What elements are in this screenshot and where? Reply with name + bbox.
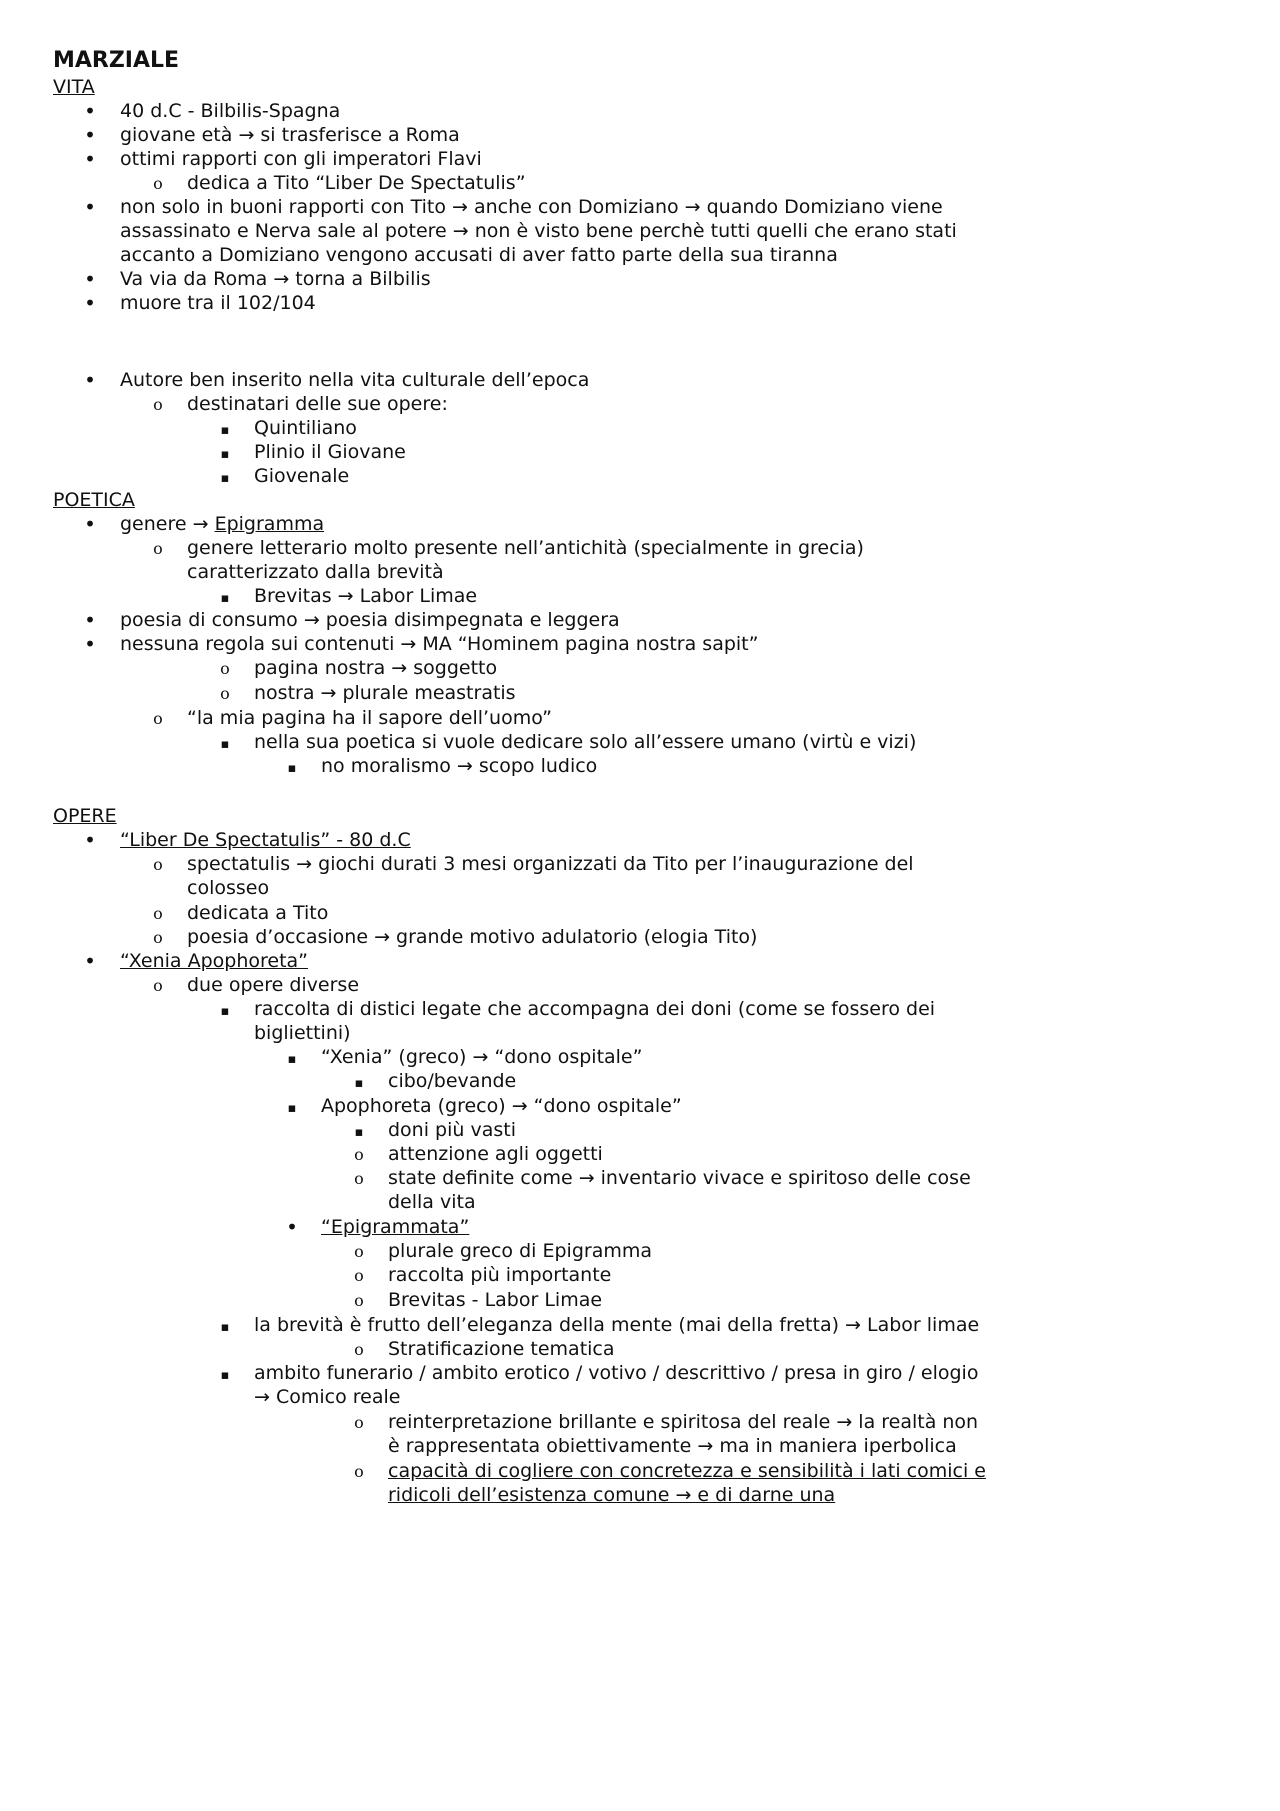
list-item: attenzione agli oggetti [388,1143,603,1165]
square-bullet-icon [215,584,235,611]
list-item: raccolta più importante [388,1264,612,1286]
list-item: ottimi rapporti con gli imperatori Flavi [120,148,482,170]
square-bullet-icon [282,754,302,781]
list-item: Plinio il Giovane [254,441,406,463]
list-item: pagina nostra → soggetto [254,657,498,679]
list-item: destinatari delle sue opere: [187,393,448,415]
list-item: Stratificazione tematica [388,1338,615,1360]
list-item: doni più vasti [388,1119,516,1141]
list-item: muore tra il 102/104 [120,292,316,314]
list-item [120,512,324,536]
bullet-icon [80,368,100,393]
list-item: Va via da Roma → torna a Bilbilis [120,268,431,290]
list-item: giovane età → si trasferisce a Roma [120,124,460,146]
circle-bullet-icon [148,901,168,926]
bullet-icon [80,195,100,220]
bullet-icon [282,1215,302,1240]
circle-bullet-icon [349,1142,369,1167]
square-bullet-icon [215,440,235,467]
list-item: ambito funerario / ambito erotico / votivo / descrittivo / presa in giro / elogio [254,1362,979,1384]
list-item: cibo/bevande [388,1070,517,1092]
list-item: “la mia pagina ha il sapore dell’uomo” [187,707,553,729]
bullet-icon [80,828,100,853]
document-title: MARZIALE [53,48,180,73]
list-item: nessuna regola sui contenuti → MA “Hominem pagina nostra sapit” [120,633,759,655]
list-item-continuation: della vita [388,1191,476,1213]
section-heading-vita: VITA [53,76,95,98]
circle-bullet-icon [215,681,235,706]
list-item: due opere diverse [187,974,360,996]
list-item: la brevità è frutto dell’eleganza della mente (mai della fretta) → Labor limae [254,1314,980,1336]
list-item: poesia d’occasione → grande motivo adulatorio (elogia Tito) [187,926,758,948]
list-item: Apophoreta (greco) → “dono ospitale” [321,1095,682,1117]
bullet-icon [80,99,100,124]
list-item-text: genere → [120,513,215,535]
list-item: 40 d.C - Bilbilis-Spagna [120,100,341,122]
list-item: dedica a Tito “Liber De Spectatulis” [187,172,526,194]
circle-bullet-icon [148,973,168,998]
list-item-continuation: → Comico reale [254,1386,401,1408]
list-item: Brevitas - Labor Limae [388,1289,603,1311]
circle-bullet-icon [148,706,168,731]
list-item: Giovenale [254,465,350,487]
list-item-continuation: bigliettini) [254,1022,351,1044]
circle-bullet-icon [349,1263,369,1288]
square-bullet-icon [215,464,235,491]
work-title-xenia: “Xenia Apophoreta” [120,950,309,972]
square-bullet-icon [215,730,235,757]
list-item: capacità di cogliere con concretezza e sensibilità i lati comici e [388,1460,986,1482]
circle-bullet-icon [215,656,235,681]
circle-bullet-icon [349,1459,369,1484]
list-item: “Xenia” (greco) → “dono ospitale” [321,1046,643,1068]
list-item: plurale greco di Epigramma [388,1240,652,1262]
list-item: poesia di consumo → poesia disimpegnata e leggera [120,609,620,631]
circle-bullet-icon [349,1337,369,1362]
bullet-icon [80,632,100,657]
circle-bullet-icon [148,392,168,417]
bullet-icon [80,608,100,633]
list-item: Autore ben inserito nella vita culturale dell’epoca [120,369,590,391]
list-item-continuation: è rappresentata obiettivamente → ma in maniera iperbolica [388,1435,957,1457]
list-item: state definite come → inventario vivace e spiritoso delle cose [388,1167,971,1189]
list-item: Quintiliano [254,417,357,439]
square-bullet-icon [282,1045,302,1072]
list-item: genere letterario molto presente nell’antichità (specialmente in grecia) [187,537,864,559]
bullet-icon [80,123,100,148]
list-item-continuation: ridicoli dell’esistenza comune → e di darne una [388,1484,836,1506]
bullet-icon [80,147,100,172]
bullet-icon [80,512,100,537]
bullet-icon [80,267,100,292]
work-title-liber: “Liber De Spectatulis” - 80 d.C [120,829,411,851]
circle-bullet-icon [349,1410,369,1435]
square-bullet-icon [215,1313,235,1340]
list-item: raccolta di distici legate che accompagna dei doni (come se fossero dei [254,998,936,1020]
square-bullet-icon [349,1069,369,1096]
section-heading-poetica: POETICA [53,489,135,511]
list-item: non solo in buoni rapporti con Tito → anche con Domiziano → quando Domiziano viene [120,196,943,218]
list-item: spectatulis → giochi durati 3 mesi organizzati da Tito per l’inaugurazione del [187,853,914,875]
list-item: dedicata a Tito [187,902,329,924]
list-item: no moralismo → scopo ludico [321,755,598,777]
circle-bullet-icon [349,1288,369,1313]
list-item: Brevitas → Labor Limae [254,585,478,607]
square-bullet-icon [215,997,235,1024]
circle-bullet-icon [349,1239,369,1264]
list-item: nella sua poetica si vuole dedicare solo all’essere umano (virtù e vizi) [254,731,917,753]
circle-bullet-icon [148,171,168,196]
circle-bullet-icon [349,1166,369,1191]
list-item: reinterpretazione brillante e spiritosa del reale → la realtà non [388,1411,979,1433]
circle-bullet-icon [148,852,168,877]
bullet-icon [80,291,100,316]
work-title-epigrammata: “Epigrammata” [321,1216,470,1238]
list-item: nostra → plurale meastratis [254,682,516,704]
square-bullet-icon [282,1094,302,1121]
list-item-continuation: colosseo [187,877,270,899]
circle-bullet-icon [148,536,168,561]
bullet-icon [80,949,100,974]
list-item-continuation: assassinato e Nerva sale al potere → non è visto bene perchè tutti quelli che erano stati [120,220,957,242]
square-bullet-icon [215,416,235,443]
epigramma-link: Epigramma [214,513,325,535]
square-bullet-icon [349,1118,369,1145]
section-heading-opere: OPERE [53,805,117,827]
square-bullet-icon [215,1361,235,1388]
list-item-continuation: accanto a Domiziano vengono accusati di aver fatto parte della sua tiranna [120,244,838,266]
list-item-continuation: caratterizzato dalla brevità [187,561,444,583]
circle-bullet-icon [148,925,168,950]
